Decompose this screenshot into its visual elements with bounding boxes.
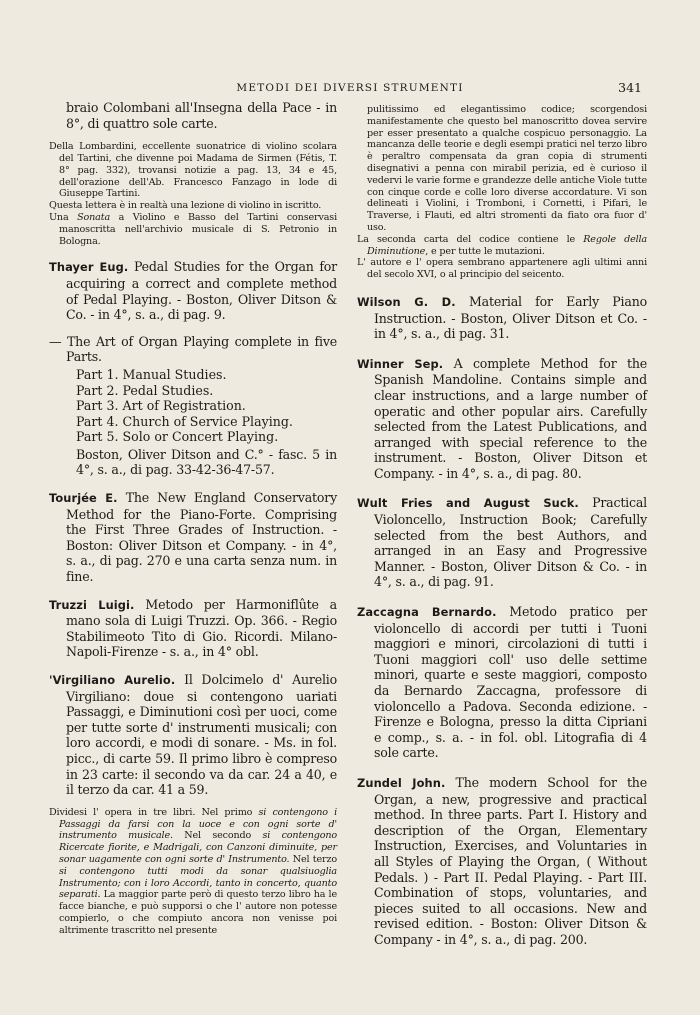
- entry-wult: Wult Fries and August Suck. Practical Violoncello, Instruction Book; Carefully selected from the best Authors, and arranged in an Easy and Progressive Manner. - Boston, Oliver Ditson & Co. - in 4°, s. a., di pag. 91.: [357, 495, 647, 590]
- entry-zundel: Zundel John. The modern School for the Organ, a new, progressive and practical method. In three parts. Part I. History and description of the Organ, Elementary Instruction, Exercises, and Voluntaries in all Styles of Playing the Organ, ( Without Pedals. ) - Part II. Pedal Playing. - Part III. Combination of stops, voluntaries, and pieces suited to all occasions. New and revised edition. - Boston: Oliver Ditson & Company - in 4°, s. a., di pag. 200.: [357, 774, 647, 947]
- right-column: [357, 104, 647, 948]
- entry-tourjee: Tourjée E. The New England Conservatory Method for the Piano-Forte. Comprising the First Three Grades of Instruction. - Boston: Oliver Ditson et Company. - in 4°, s. a., di pag. 270 e una carta senza num. in fine.: [49, 490, 337, 585]
- author-name: Wilson G. D.: [357, 294, 456, 309]
- entry-wilson: Wilson G. D. Material for Early Piano Instruction. - Boston, Oliver Ditson et Co. - in 4°, s. a., di pag. 31.: [357, 293, 647, 342]
- list-item: Part 5. Solo or Concert Playing.: [76, 429, 279, 445]
- running-head: [0, 78, 700, 98]
- author-name: Winner Sep.: [357, 356, 444, 371]
- entry-zaccagna: Zaccagna Bernardo. Metodo pratico per violoncello di accordi per tutti i Tuoni maggiori e minori, circolazioni di tutti i Tuoni maggiori coll' uso delle settime minori, quarte e seste maggiori, composto da Bernardo Zaccagna, professore di violoncello a Padova. Seconda edizione. - Firenze e Bologna, presso la ditta Cipriani e comp., s. a. - in fol. obl. Litografia di 4 sole carte.: [357, 604, 647, 761]
- list-item: Part 2. Pedal Studies.: [76, 382, 214, 398]
- entry-winner: Winner Sep. A complete Method for the Spanish Mandoline. Contains simple and clear instructions, and a large number of operatic and other popular airs. Carefully selected from the Latest Publications, and arranged with special reference to the instrument. - Boston, Oliver Ditson et Company. - in 4°, s. a., di pag. 80.: [357, 355, 647, 481]
- list-item: Part 3. Art of Registration.: [76, 398, 246, 414]
- entry-continuation: braio Colombani all'Insegna della Pace - in 8°, di quattro sole carte.: [66, 100, 337, 131]
- note-lettera: Questa lettera è in realtà una lezione di violino in iscritto.: [49, 200, 322, 212]
- author-name: Truzzi Luigi.: [49, 597, 135, 612]
- author-name: Zaccagna Bernardo.: [357, 605, 497, 620]
- list-item: Part 4. Church of Service Playing.: [76, 413, 293, 429]
- note-virgiliano: Dividesi l' opera in tre libri. Nel primo si contengono i Passaggi da farsi con la uoce e con ogni sorte d' instrumento musicale. Nel secondo si contengono Ricercate fiorite, e Madrigali, con Canzoni diminuite, per sonar uagamente con ogni sorte d' Instrumento. Nel terzo si contengono tutti modi da sonar qualsiuoglia Instrumento; con i loro Accordi, tanto in concerto, quanto separati. La maggior parte però di questo terzo libro ha le facce bianche, e può supporsi o che l' autore non potesse compierlo, o che compiuto ancora non venisse poi altrimente trascritto nel presente: [49, 806, 338, 936]
- author-name: Zundel John.: [357, 775, 446, 790]
- note-lombardini: Della Lombardini, eccellente suonatrice di violino scolara del Tartini, che divenne poi Madama de Sirmen (Fétis, T. 8° pag. 332), trovansi notizie a pag. 13, 34 e 45, dell'orazione dell'Ab. Francesco Fanzago in lode di Giuseppe Tartini.: [49, 141, 337, 200]
- left-column: [49, 100, 337, 937]
- entry-thayer-pedal: Thayer Eug. Pedal Studies for the Organ for acquiring a correct and complete method of Pedal Playing. - Boston, Oliver Ditson & Co. - in 4°, s. a., di pag. 9.: [49, 259, 337, 323]
- entry-thayer-art: — The Art of Organ Playing complete in five Parts.: [49, 333, 337, 365]
- entry-thayer-imprint: Boston, Oliver Ditson and C.° - fasc. 5 in 4°, s. a., di pag. 33-42-36-47-57.: [76, 446, 337, 478]
- page-number: 341: [618, 80, 642, 95]
- note-continuation: pulitissimo ed elegantissimo codice; scorgendosi manifestamente che questo bel manoscritto dovea servire per esser presentato a qualche cospicuo personaggio. La mancanza delle teorie e degli esempi pratici nel terzo libro è peraltro compensata da gran copia di strumenti disegnativi a penna con mirabil perizia, ed è curioso il vedervi le varie forme e grandezze delle antiche Viole tutte con cinque corde e colle loro diverse accordature. Vi son delineati i Violini, i Tromboni, i Cornetti, i Pifari, le Traverse, i Flauti, ed altri stromenti da fiato ora fuor d' uso.: [367, 104, 647, 233]
- list-item: Part 1. Manual Studies.: [76, 366, 227, 382]
- note-regole: La seconda carta del codice contiene le Regole della Diminutione, e per tutte le mutazioni.: [357, 233, 647, 257]
- author-name: Wult Fries and August Suck.: [357, 496, 579, 511]
- author-name: Tourjée E.: [49, 491, 118, 506]
- running-title: METODI DEI DIVERSI STRUMENTI: [236, 82, 464, 94]
- note-autore: L' autore e l' opera sembrano appartenere agli ultimi anni del secolo XVI, o al principio del seicento.: [357, 257, 647, 281]
- entry-virgiliano: 'Virgiliano Aurelio. Il Dolcimelo d' Aurelio Virgiliano: doue si contengono uariati Passaggi, e Diminutioni così per uoci, come per tutte sorte d' instrumenti musicali; con loro accordi, e modi di sonare. - Ms. in fol. picc., di carte 59. Il primo libro è compreso in 23 carte: il secondo va da car. 24 a 40, e il terzo da car. 41 a 59.: [49, 672, 338, 798]
- entry-truzzi: Truzzi Luigi. Metodo per Harmoniflûte a mano sola di Luigi Truzzi. Op. 366. - Regio Stabilimeoto Tito di Gio. Ricordi. Milano-Napoli-Firenze - s. a., in 4° obl.: [49, 596, 337, 660]
- note-sonata: Una Sonata a Violino e Basso del Tartini conservasi manoscritta nell'archivio musicale di S. Petronio in Bologna.: [49, 211, 337, 247]
- author-name: 'Virgiliano Aurelio.: [49, 673, 176, 688]
- parts-list: [76, 367, 337, 445]
- author-name: Thayer Eug.: [49, 260, 129, 275]
